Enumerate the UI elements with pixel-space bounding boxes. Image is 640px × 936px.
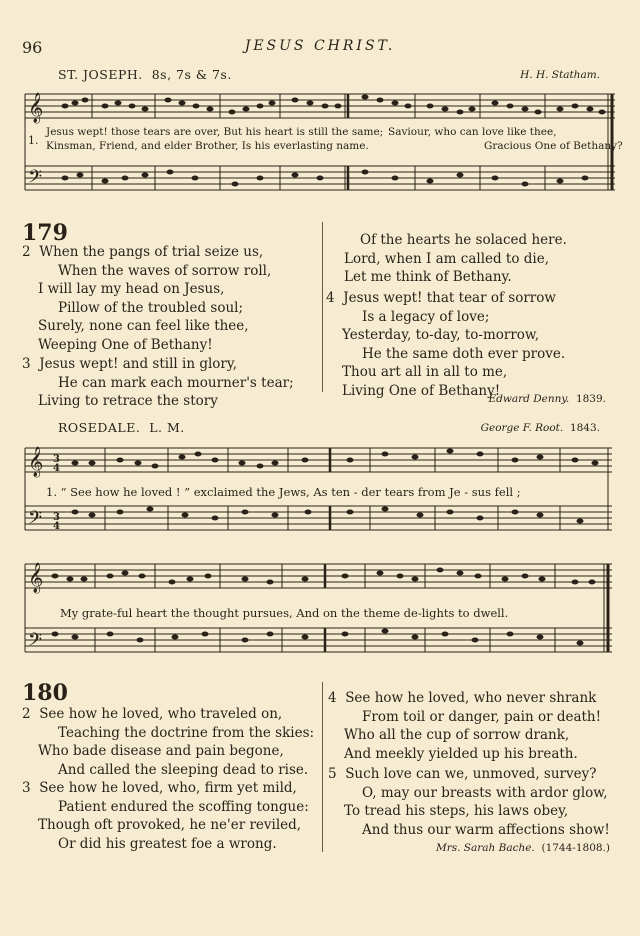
hymn-179-stanza-3-continued: Of the hearts he solaced here. Lord, when I am called to die, Let me think of Bethany. — [344, 232, 567, 285]
svg-text:3: 3 — [53, 512, 60, 523]
svg-text:4: 4 — [53, 521, 60, 532]
tune1-verse-number: 1. — [28, 134, 39, 147]
tune1-meter: 8s, 7s & 7s. — [151, 67, 232, 82]
hymn-180-stanza-3: 3 See how he loved, who, firm yet mild, Patient endured the scoffing tongue: Though oft provoked, he ne'er reviled, Or did his greatest foe a wrong. — [22, 780, 309, 852]
svg-text:𝄞: 𝄞 — [28, 93, 44, 123]
tune1-lyric-line2-right: Gracious One of Bethany? — [484, 140, 623, 152]
tune2-meter: L. M. — [149, 420, 185, 435]
tune1-lyric-line1-left: Jesus wept! those tears are over, But his heart is still the same; — [46, 126, 384, 138]
svg-text:𝄞: 𝄞 — [28, 447, 44, 477]
tune1-name: ST. JOSEPH. — [58, 67, 143, 82]
svg-text:3: 3 — [53, 454, 60, 465]
hymn-180-stanza-2: 2 See how he loved, who traveled on, Teaching the doctrine from the skies: Who bade disease and pain begone, And called the sleeping dead to rise. — [22, 706, 315, 778]
tune2-name: ROSEDALE. — [58, 420, 141, 435]
running-title: JESUS CHRIST. — [244, 38, 396, 54]
column-divider-180 — [322, 682, 323, 852]
hymn-180-stanza-4: 4 See how he loved, who never shrank From toil or danger, pain or death! Who all the cup of sorrow drank, And meekly yielded up his breath. — [328, 690, 602, 762]
tune1-composer: H. H. Statham. — [520, 69, 600, 81]
svg-text:𝄢: 𝄢 — [28, 167, 43, 192]
tune1-lyric-line1-right: Saviour, who can love like thee, — [388, 126, 557, 138]
tune2-title — [58, 420, 185, 435]
hymn-179-stanza-3: 3 Jesus wept! and still in glory, He can mark each mourner's tear; Living to retrace the story — [22, 356, 294, 409]
svg-text:4: 4 — [53, 463, 60, 474]
column-divider-179 — [322, 222, 323, 392]
svg-text:𝄢: 𝄢 — [28, 508, 43, 533]
page-number: 96 — [22, 38, 43, 57]
hymn-180-number: 180 — [22, 680, 68, 706]
tune2-lyrics-line1: 1. “ See how he loved ! ” exclaimed the Jews, As ten - der tears from Je - sus fell ; — [46, 485, 521, 499]
tune1-lyric-line2-left: Kinsman, Friend, and elder Brother, Is his everlasting name. — [46, 140, 369, 152]
hymn-179-attribution: Edward Denny. 1839. — [488, 393, 606, 405]
hymn-179-number: 179 — [22, 220, 68, 246]
svg-text:𝄢: 𝄢 — [28, 630, 43, 655]
svg-text:𝄞: 𝄞 — [28, 563, 44, 593]
tune1-title — [58, 67, 232, 82]
hymn-179-stanza-2: 2 When the pangs of trial seize us, When the waves of sorrow roll, I will lay my head on Jesus, Pillow of the troubled soul; Surely, none can feel like thee, Weeping One of Bethany! — [22, 244, 272, 353]
tune2-lyrics-line2: My grate-ful heart the thought pursues, And on the theme de-lights to dwell. — [60, 606, 509, 620]
tune2-composer: George F. Root. 1843. — [480, 422, 600, 434]
hymn-180-attribution: Mrs. Sarah Bache. (1744-1808.) — [435, 842, 610, 854]
hymn-180-stanza-5: 5 Such love can we, unmoved, survey? O, may our breasts with ardor glow, To tread his steps, his laws obey, And thus our warm affections show! — [328, 766, 610, 838]
hymn-179-stanza-4: 4 Jesus wept! that tear of sorrow Is a legacy of love; Yesterday, to-day, to-morrow, He the same doth ever prove. Thou art all in all to me, Living One of Bethany! — [326, 290, 566, 399]
